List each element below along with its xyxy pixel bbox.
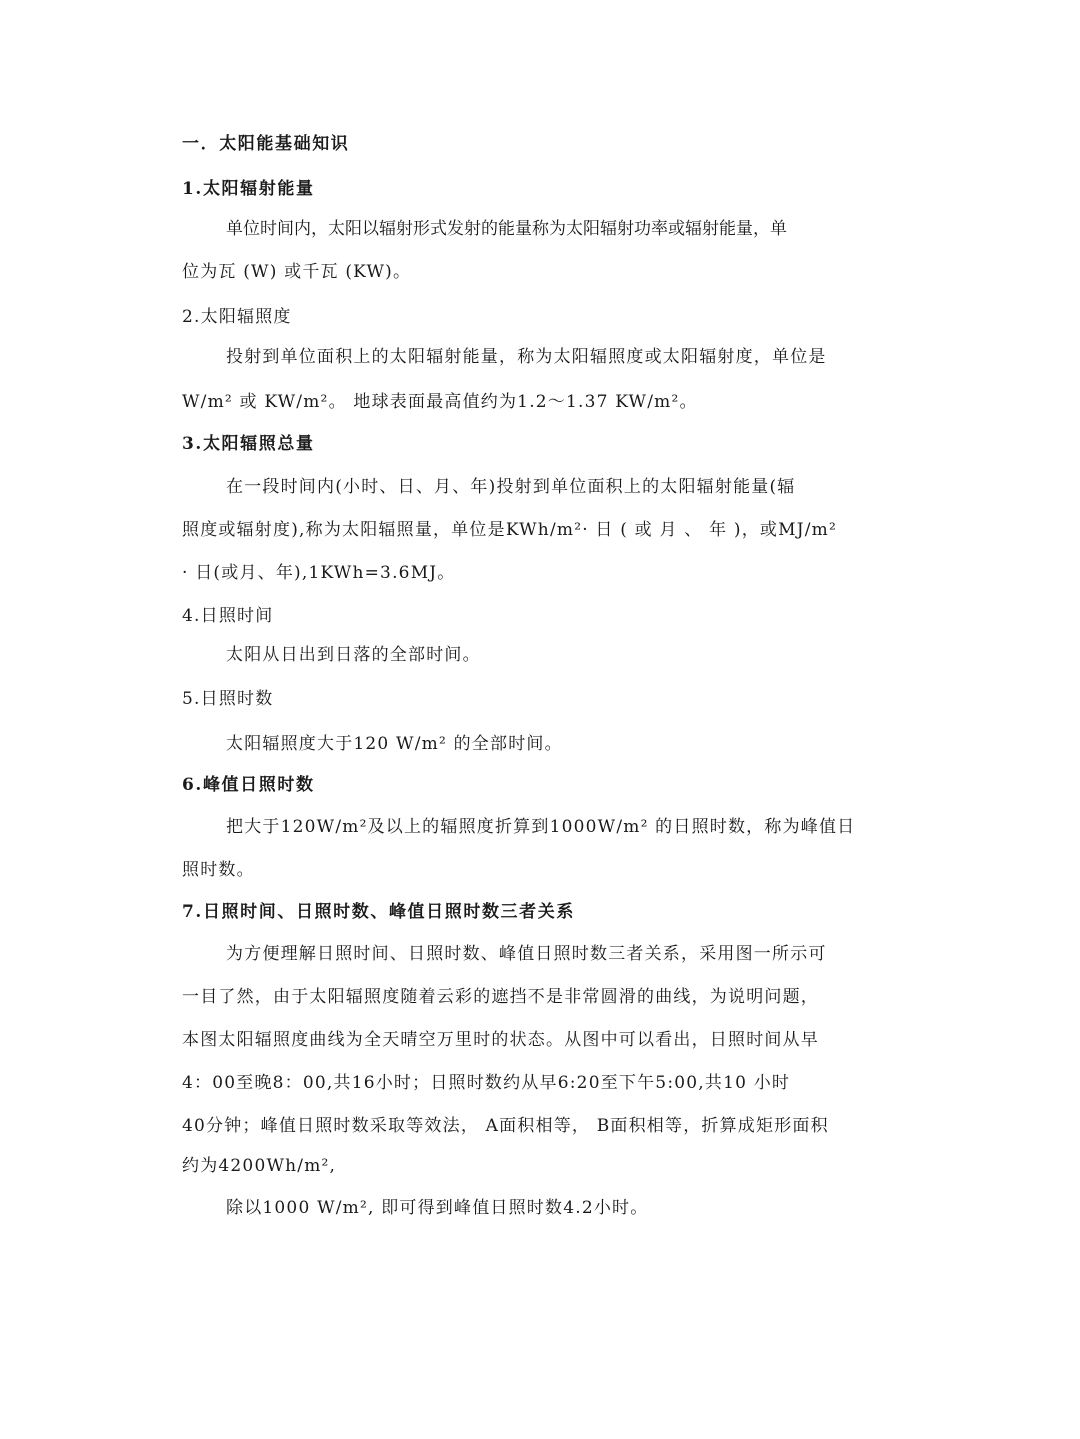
paragraph-line: 位为瓦 (W) 或千瓦 (KW)。	[182, 262, 412, 282]
section-heading-4: 4.日照时间	[182, 606, 274, 626]
paragraph-line: 除以1000 W/m², 即可得到峰值日照时数4.2小时。	[226, 1198, 649, 1218]
paragraph-line: 太阳辐照度大于120 W/m² 的全部时间。	[226, 734, 563, 754]
section-heading-1: 1.太阳辐射能量	[182, 179, 315, 199]
paragraph-text: 单位时间内，太阳以辐射形式发射的能量称为太阳辐射功率或辐射能量，单	[226, 219, 787, 239]
paragraph-line: W/m² 或 KW/m²。 地球表面最高值约为1.2～1.37 KW/m²。	[182, 392, 698, 412]
paragraph-line: 为方便理解日照时间、日照时数、峰值日照时数三者关系，采用图一所示可	[226, 944, 827, 964]
paragraph-line: 本图太阳辐照度曲线为全天晴空万里时的状态。从图中可以看出，日照时间从早	[182, 1030, 819, 1050]
paragraph-line: 照时数。	[182, 860, 255, 880]
paragraph-line: 4：00至晚8：00,共16小时；日照时数约从早6:20至下午5:00,共10 小时	[182, 1073, 791, 1093]
section-heading-6: 6.峰值日照时数	[182, 775, 315, 795]
section-heading-7: 7.日照时间、日照时数、峰值日照时数三者关系	[182, 902, 575, 922]
paragraph-line: 在一段时间内(小时、日、月、年)投射到单位面积上的太阳辐射能量(辐	[226, 477, 796, 497]
paragraph-line: 约为4200Wh/m²,	[182, 1156, 337, 1176]
section-heading-5: 5.日照时数	[182, 689, 274, 709]
section-heading-2: 2.太阳辐照度	[182, 307, 292, 327]
paragraph-line: 照度或辐射度),称为太阳辐照量，单位是KWh/m²· 日 ( 或 月 、 年 )，或MJ/m²	[182, 520, 837, 540]
section-heading-3: 3.太阳辐照总量	[182, 434, 315, 454]
paragraph-line	[226, 218, 888, 240]
paragraph-line: · 日(或月、年),1KWh=3.6MJ。	[182, 563, 456, 583]
document-title: 一．太阳能基础知识	[182, 134, 350, 154]
paragraph-line: 把大于120W/m²及以上的辐照度折算到1000W/m² 的日照时数，称为峰值日	[226, 817, 856, 837]
paragraph-line: 投射到单位面积上的太阳辐射能量，称为太阳辐照度或太阳辐射度，单位是	[226, 347, 827, 367]
paragraph-line: 40分钟；峰值日照时数采取等效法， A面积相等， B面积相等，折算成矩形面积	[182, 1116, 829, 1136]
paragraph-line: 一目了然，由于太阳辐照度随着云彩的遮挡不是非常圆滑的曲线，为说明问题，	[182, 987, 819, 1007]
paragraph-line: 太阳从日出到日落的全部时间。	[226, 645, 481, 665]
